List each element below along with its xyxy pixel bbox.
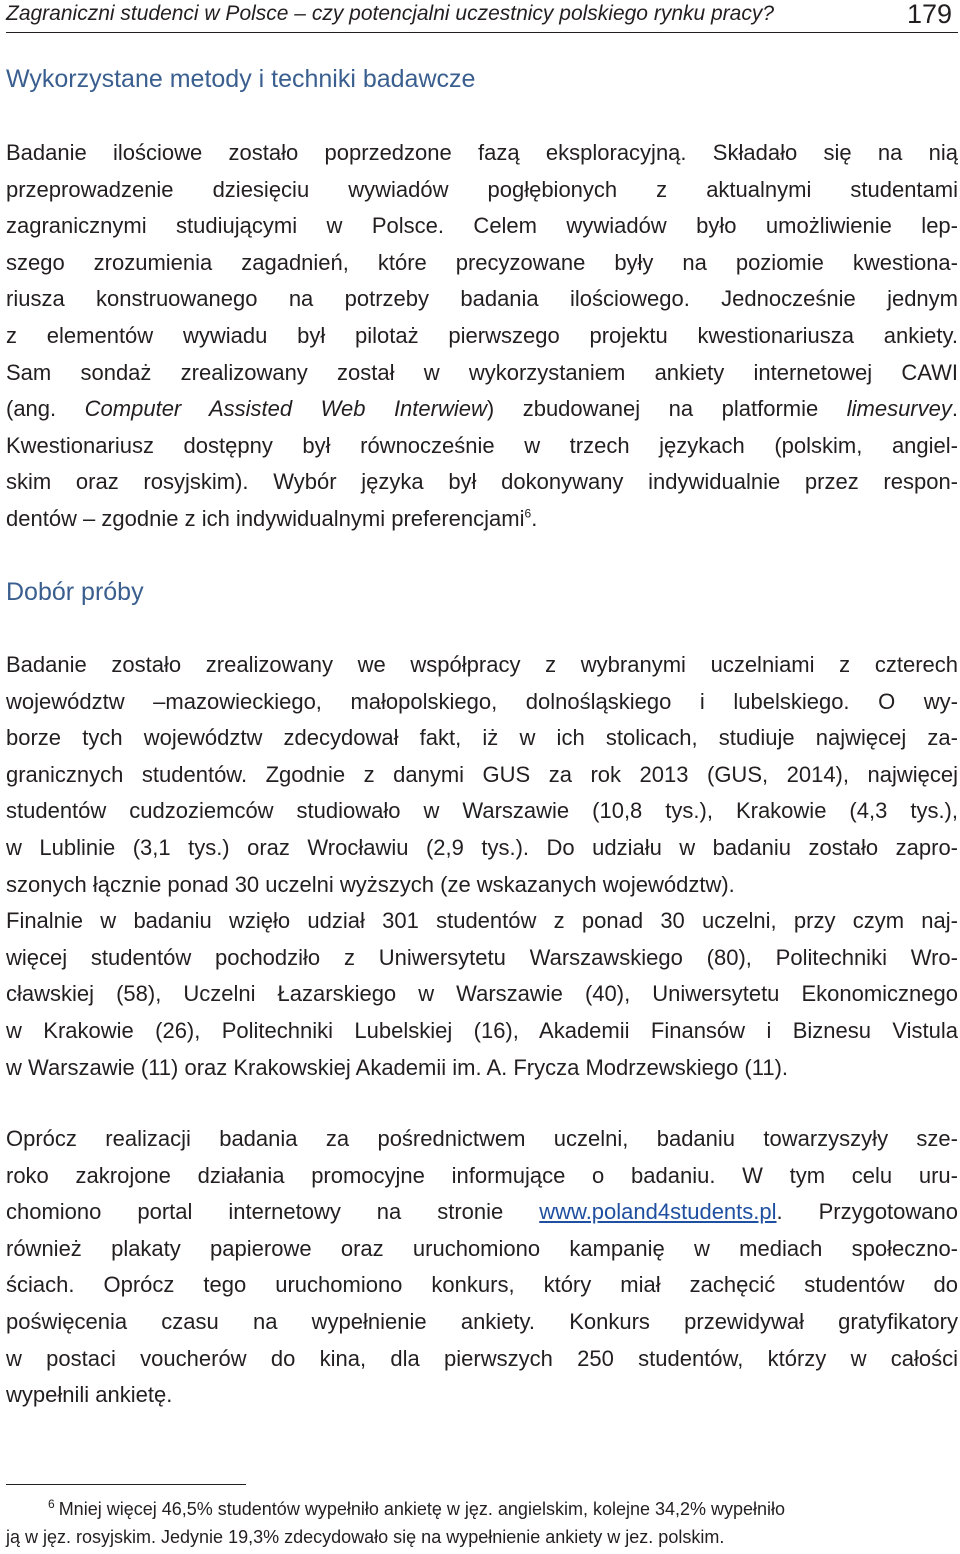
text-line: w Lublinie (3,1 tys.) oraz Wrocławiu (2,9 tys.). Do udziału w badaniu zostało zapro- <box>6 834 958 860</box>
footnote-mark: 6 <box>48 1497 55 1511</box>
text-line: Finalnie w badaniu wzięło udział 301 studentów z ponad 30 uczelni, przy czym naj- <box>6 908 958 934</box>
running-title: Zagraniczni studenci w Polsce – czy potencjalni uczestnicy polskiego rynku pracy? <box>6 2 775 25</box>
text-fragment: (ang. <box>6 396 85 422</box>
text-line: Oprócz realizacji badania za pośrednictwem uczelni, badaniu towarzyszyły sze- <box>6 1126 958 1151</box>
text-line: przeprowadzenie dziesięciu wywiadów pogłębionych z aktualnymi studentami <box>6 176 958 202</box>
text-line: szego zrozumienia zagadnień, które precyzowane były na poziomie kwestiona- <box>6 249 958 275</box>
text-line: poświęcenia czasu na wypełnienie ankiety. Konkurs przewidywał gratyfikatory <box>6 1308 958 1334</box>
text-fragment: . <box>531 505 538 531</box>
text-line <box>6 1194 958 1231</box>
text-fragment: chomiono portal internetowy na stronie <box>6 1199 540 1225</box>
text-line: województw –mazowieckiego, małopolskiego, dolnośląskiego i lubelskiego. O wy- <box>6 688 958 714</box>
text-line: Badanie ilościowe zostało poprzedzone fazą eksploracyjną. Składało się na nią <box>6 140 958 165</box>
footnote <box>6 1495 958 1551</box>
paragraph-promotion <box>6 1121 958 1414</box>
italic-term-cawi: Computer Assisted Web Interwiew <box>84 396 487 422</box>
text-line: ściach. Oprócz tego uruchomiono konkurs, który miał zachęcić studentów do <box>6 1272 958 1298</box>
text-fragment: . Przygotowano <box>776 1199 959 1225</box>
text-line: Sam sondaż zrealizowany został w wykorzystaniem ankiety internetowej CAWI <box>6 359 958 385</box>
text-line <box>6 501 958 538</box>
text-line: wypełnili ankietę. <box>6 1382 173 1408</box>
document-page <box>6 0 958 1554</box>
text-fragment: . <box>951 396 958 422</box>
footnote-line: ją w jęz. rosyjskim. Jedynie 19,3% zdecydowało się na wypełnienie ankiety w jez. polskim. <box>6 1527 725 1547</box>
footnote-divider <box>6 1484 246 1485</box>
text-line: w Krakowie (26), Politechniki Lubelskiej (16), Akademii Finansów i Biznesu Vistula <box>6 1017 958 1043</box>
text-line: Kwestionariusz dostępny był równocześnie w trzech językach (polskim, angiel- <box>6 432 958 458</box>
paragraph-methods <box>6 135 958 538</box>
text-line: z elementów wywiadu był pilotaż pierwszego projektu kwestionariusza ankiety. <box>6 322 958 348</box>
text-fragment: dentów – zgodnie z ich indywidualnymi preferencjami <box>6 505 525 531</box>
text-line: zagranicznymi studiującymi w Polsce. Celem wywiadów było umożliwienie lep- <box>6 213 958 239</box>
text-line: studentów cudzoziemców studiowało w Warszawie (10,8 tys.), Krakowie (4,3 tys.), <box>6 798 958 824</box>
page-number: 179 <box>906 0 952 29</box>
text-line: szonych łącznie ponad 30 uczelni wyższych (ze wskazanych województw). <box>6 871 735 897</box>
footnote-text: Mniej więcej 46,5% studentów wypełniło ankietę w jęz. angielskim, kolejne 34,2% wypełniło <box>58 1499 786 1519</box>
text-line: cławskiej (58), Uczelni Łazarskiego w Warszawie (40), Uniwersytetu Ekonomicznego <box>6 981 958 1007</box>
text-line: w Warszawie (11) oraz Krakowskiej Akademii im. A. Frycza Modrzewskiego (11). <box>6 1054 789 1080</box>
text-line <box>6 391 958 428</box>
text-line: w postaci voucherów do kina, dla pierwszych 250 studentów, którzy w całości <box>6 1345 958 1371</box>
text-line: borze tych województw zdecydował fakt, iż w ich stolicach, studiuje najwięcej za- <box>6 725 958 751</box>
text-line: riusza konstruowanego na potrzeby badania ilościowego. Jednocześnie jednym <box>6 286 958 312</box>
paragraph-sample <box>6 647 958 1086</box>
text-line: granicznych studentów. Zgodnie z danymi GUS za rok 2013 (GUS, 2014), najwięcej <box>6 761 958 787</box>
text-line: więcej studentów pochodziło z Uniwersytetu Warszawskiego (80), Politechniki Wro- <box>6 944 958 970</box>
text-line: Badanie zostało zrealizowany we współpracy z wybranymi uczelniami z czterech <box>6 652 958 677</box>
running-header <box>6 0 958 33</box>
footnote-line <box>6 1495 958 1523</box>
text-line: skim oraz rosyjskim). Wybór języka był dokonywany indywidualnie przez respon- <box>6 469 958 495</box>
text-fragment: ) zbudowanej na platformie <box>486 396 847 422</box>
section-heading-methods: Wykorzystane metody i techniki badawcze <box>6 65 476 93</box>
portal-link[interactable]: www.poland4students.pl <box>539 1199 777 1225</box>
text-line: również plakaty papierowe oraz uruchomiono kampanię w mediach społeczno- <box>6 1235 958 1261</box>
text-line: roko zakrojone działania promocyjne informujące o badaniu. W tym celu uru- <box>6 1162 958 1188</box>
section-heading-sample: Dobór próby <box>6 578 144 606</box>
italic-term-limesurvey: limesurvey <box>846 396 952 422</box>
footnote-reference[interactable]: 6 <box>524 506 532 521</box>
